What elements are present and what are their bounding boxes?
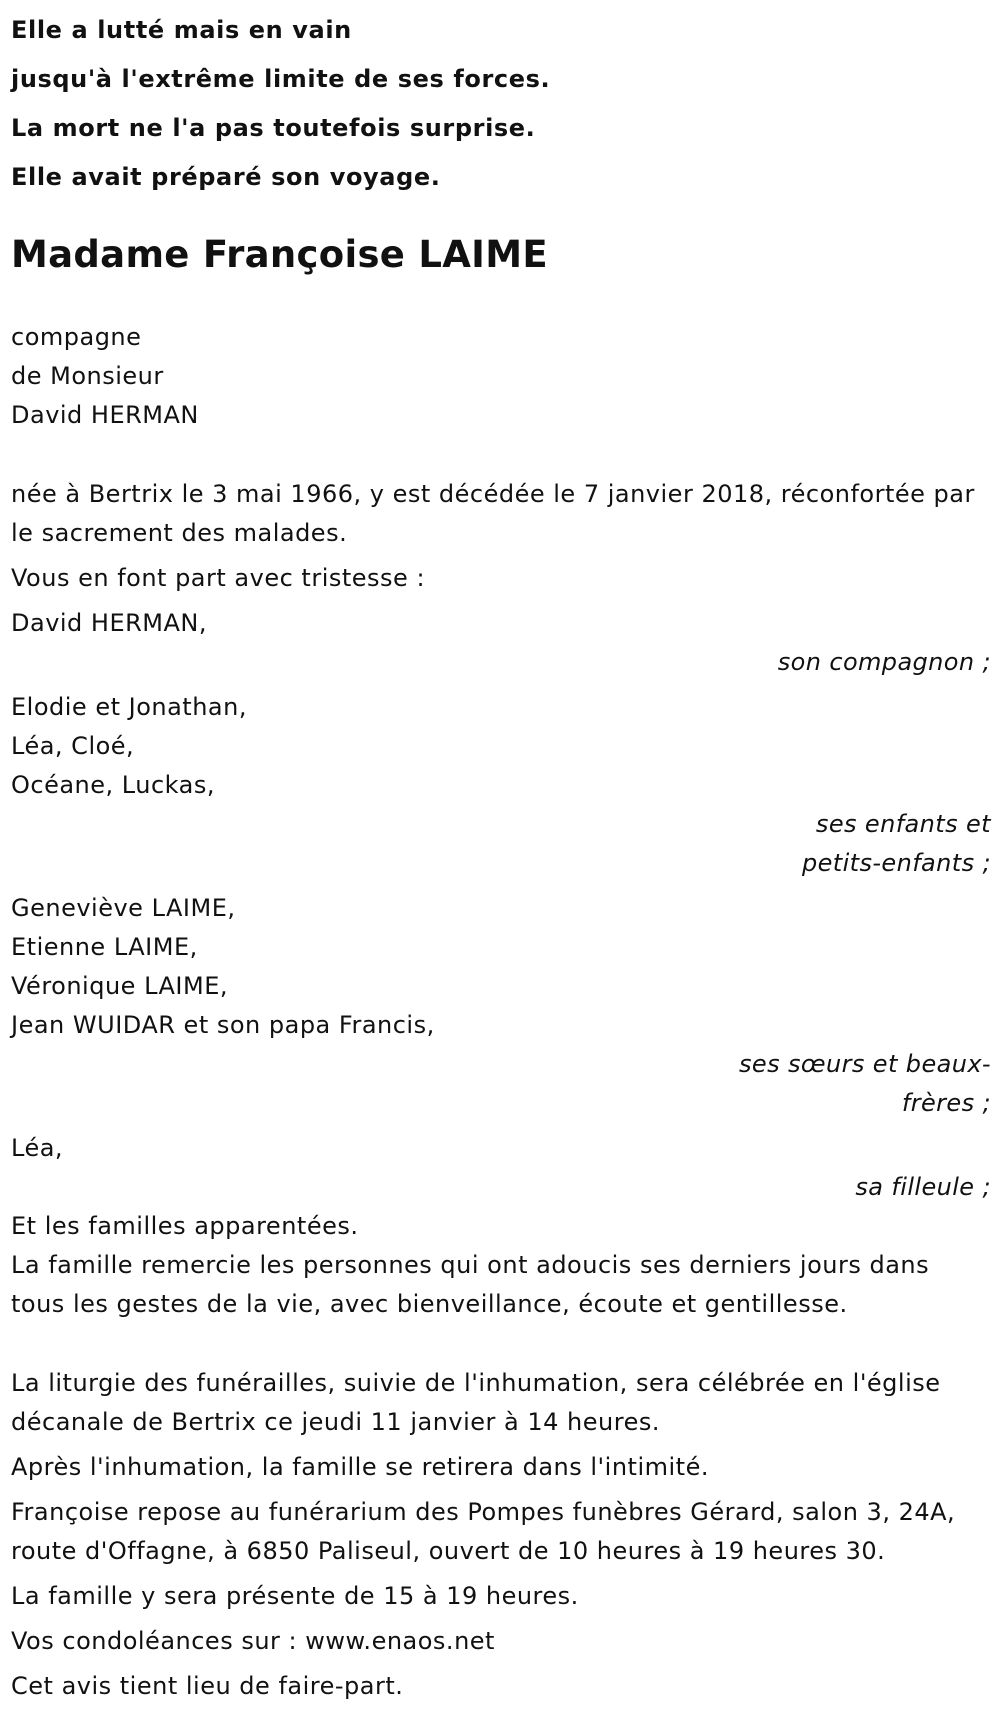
- family-group-siblings: [11, 889, 991, 1123]
- family-relation: frères ;: [901, 1089, 991, 1117]
- family-name: David HERMAN,: [11, 609, 208, 637]
- family-group-children: [11, 688, 991, 883]
- family-name: Jean WUIDAR et son papa Francis,: [11, 1011, 435, 1039]
- poem-line: La mort ne l'a pas toutefois surprise.: [11, 114, 536, 142]
- companion-line: compagne: [11, 323, 142, 351]
- family-relation: son compagnon ;: [777, 648, 991, 676]
- poem-line: Elle avait préparé son voyage.: [11, 163, 441, 191]
- family-relation: ses sœurs et beaux-: [739, 1050, 991, 1078]
- related-families-text: Et les familles apparentées.: [11, 1212, 359, 1240]
- family-relation: petits-enfants ;: [801, 849, 991, 877]
- companion-line: de Monsieur: [11, 362, 164, 390]
- family-name: Véronique LAIME,: [11, 972, 228, 1000]
- poem-line: Elle a lutté mais en vain: [11, 16, 352, 44]
- notice-text: Cet avis tient lieu de faire-part.: [11, 1672, 404, 1700]
- family-group-goddaughter: [11, 1129, 991, 1207]
- family-name: Etienne LAIME,: [11, 933, 198, 961]
- birth-death-text: née à Bertrix le 3 mai 1966, y est décédée le 7 janvier 2018, réconfortée par le sacrement des malades.: [11, 480, 975, 547]
- family-name: Léa, Cloé,: [11, 732, 135, 760]
- announce-text: Vous en font part avec tristesse :: [11, 564, 426, 592]
- deceased-name: Madame Françoise LAIME: [11, 233, 548, 276]
- family-name: Océane, Luckas,: [11, 771, 215, 799]
- family-list: [11, 604, 991, 1207]
- family-relation: sa filleule ;: [855, 1173, 991, 1201]
- liturgy-text: La liturgie des funérailles, suivie de l'inhumation, sera célébrée en l'église décanale de Bertrix ce jeudi 11 janvier à 14 heures.: [11, 1369, 941, 1436]
- family-name: Léa,: [11, 1134, 64, 1162]
- family-group-companion: [11, 604, 991, 682]
- obituary-content: [11, 0, 991, 1706]
- funeral-home-text: Françoise repose au funérarium des Pompes funèbres Gérard, salon 3, 24A, route d'Offagne, à 6850 Paliseul, ouvert de 10 heures à 19 heures 30.: [11, 1498, 956, 1565]
- companion-block: [11, 318, 991, 435]
- poem: [11, 0, 991, 202]
- family-presence-text: La famille y sera présente de 15 à 19 heures.: [11, 1582, 579, 1610]
- condolences-text: Vos condoléances sur : www.enaos.net: [11, 1627, 495, 1655]
- companion-line: David HERMAN: [11, 401, 199, 429]
- family-name: Geneviève LAIME,: [11, 894, 236, 922]
- thanks-text: La famille remercie les personnes qui ont adoucis ses derniers jours dans tous les gestes de la vie, avec bienveillance, écoute et gentillesse.: [11, 1251, 930, 1318]
- family-name: Elodie et Jonathan,: [11, 693, 247, 721]
- poem-line: jusqu'à l'extrême limite de ses forces.: [11, 65, 551, 93]
- after-burial-text: Après l'inhumation, la famille se retirera dans l'intimité.: [11, 1453, 709, 1481]
- family-relation: ses enfants et: [815, 810, 991, 838]
